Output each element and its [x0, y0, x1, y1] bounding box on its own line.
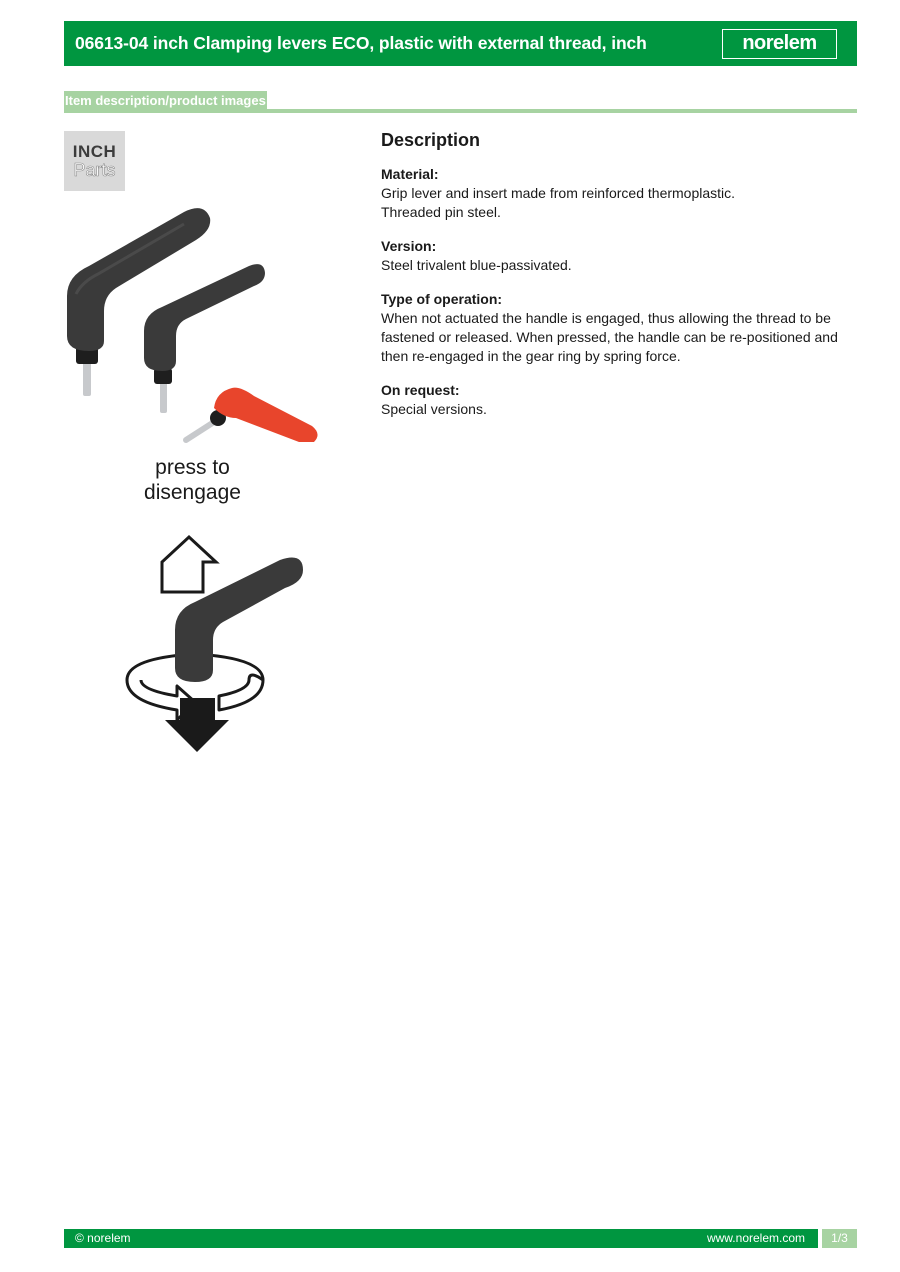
up-arrow-icon	[162, 537, 216, 592]
request-title: On request:	[381, 382, 460, 398]
footer-copyright: © norelem	[75, 1231, 131, 1245]
operation-block	[381, 290, 859, 366]
version-title: Version:	[381, 238, 437, 254]
operation-diagram	[115, 530, 310, 760]
press-label-line1: press to	[155, 456, 230, 479]
version-text: Steel trivalent blue-passivated.	[381, 257, 572, 273]
press-label-line2: disengage	[144, 481, 241, 504]
request-text: Special versions.	[381, 401, 487, 417]
material-block	[381, 165, 859, 222]
page-title: 06613-04 inch Clamping levers ECO, plastic with external thread, inch	[75, 33, 647, 53]
header-bar	[64, 21, 857, 66]
version-block	[381, 237, 859, 275]
operation-title: Type of operation:	[381, 291, 503, 307]
footer-bar	[64, 1229, 857, 1248]
badge-inch-text: INCH	[72, 142, 117, 161]
operation-text: When not actuated the handle is engaged, thus allowing the thread to be fastened or released. When pressed, the handle can be re-positioned and then re-engaged in the gear ring by spring force.	[381, 310, 838, 364]
section-header	[64, 91, 857, 114]
material-text-2: Threaded pin steel.	[381, 204, 501, 220]
product-photo	[64, 196, 329, 446]
section-label: Item description/product images	[64, 91, 267, 111]
description-section	[381, 129, 859, 434]
inch-parts-badge	[64, 131, 125, 191]
badge-parts-text: Parts	[73, 160, 116, 180]
logo-text: norelem	[742, 32, 817, 54]
material-text-1: Grip lever and insert made from reinforced thermoplastic.	[381, 185, 736, 201]
description-title: Description	[381, 130, 481, 150]
page-number: 1/3	[818, 1229, 857, 1248]
footer-website-link[interactable]: www.norelem.com	[706, 1231, 805, 1245]
press-to-disengage-label	[100, 455, 285, 505]
request-block	[381, 381, 859, 419]
material-title: Material:	[381, 166, 439, 182]
norelem-logo	[722, 29, 837, 59]
